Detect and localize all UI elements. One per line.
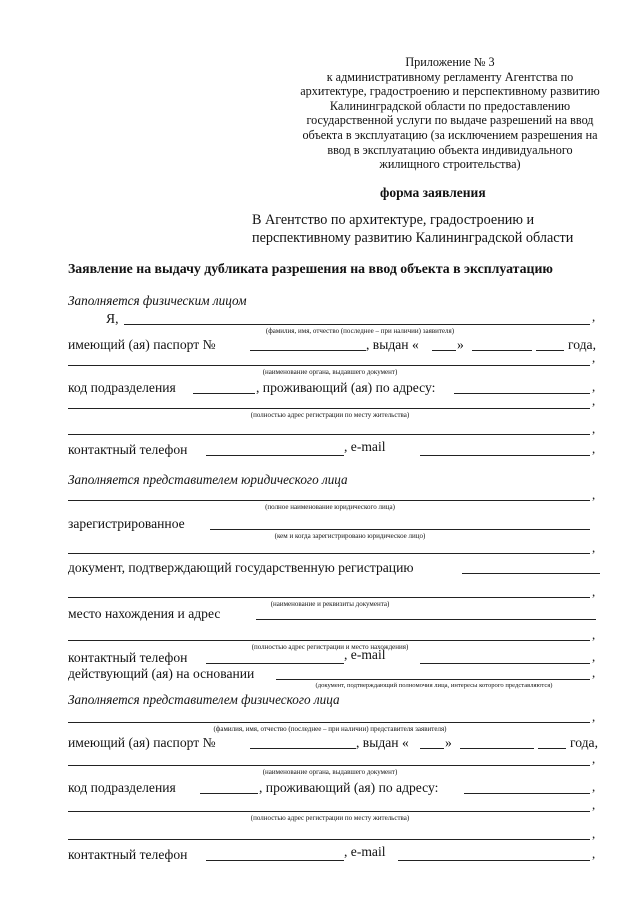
rep-address-field-2[interactable] bbox=[68, 811, 590, 812]
registered-field[interactable] bbox=[210, 529, 590, 530]
reg-doc-label: документ, подтверждающий государственную регистрацию bbox=[68, 560, 414, 575]
fio-field[interactable] bbox=[124, 324, 590, 325]
rep-issued-label: , выдан « bbox=[356, 735, 409, 750]
residing-label: , проживающий (ая) по адресу: bbox=[256, 380, 436, 395]
comma: , bbox=[592, 441, 596, 456]
rep-address-field-1[interactable] bbox=[464, 793, 590, 794]
rep-passport-number-field[interactable] bbox=[250, 748, 356, 749]
passport-number-field[interactable] bbox=[250, 350, 366, 351]
comma: , bbox=[592, 751, 596, 766]
fio-caption: (фамилия, имя, отчество (последнее – при наличии) заявителя) bbox=[265, 327, 455, 335]
comma: , bbox=[592, 826, 596, 841]
addressee bbox=[252, 211, 573, 247]
registered-label: зарегистрированное bbox=[68, 516, 185, 531]
rep-division-code-field[interactable] bbox=[200, 793, 258, 794]
email-field[interactable] bbox=[420, 455, 590, 456]
registered-caption: (кем и когда зарегистрировано юридическое лицо) bbox=[274, 532, 426, 540]
rep-issuer-caption: (наименование органа, выдавшего документ) bbox=[262, 768, 398, 776]
rep-issued-day-field[interactable] bbox=[420, 748, 444, 749]
location-caption: (полностью адрес регистрации и место нахождения) bbox=[251, 643, 409, 651]
header-line: жилищного строительства) bbox=[379, 157, 521, 172]
rep-passport-label: имеющий (ая) паспорт № bbox=[68, 735, 216, 750]
issued-close: » bbox=[457, 337, 464, 352]
phone-label: контактный телефон bbox=[68, 442, 188, 457]
location-field[interactable] bbox=[256, 619, 596, 620]
legal-name-caption: (полное наименование юридического лица) bbox=[265, 503, 395, 511]
rep-issued-year-field[interactable] bbox=[538, 748, 566, 749]
comma: , bbox=[592, 350, 596, 365]
division-code-field[interactable] bbox=[193, 393, 255, 394]
reg-doc-field[interactable] bbox=[462, 573, 600, 574]
rep-residing-label: , проживающий (ая) по адресу: bbox=[259, 780, 439, 795]
legal-name-field[interactable] bbox=[68, 500, 590, 501]
reg-doc-field-2[interactable] bbox=[68, 597, 590, 598]
rep-phone-label: контактный телефон bbox=[68, 847, 188, 862]
comma: , bbox=[592, 709, 596, 724]
rep-email-field[interactable] bbox=[398, 860, 590, 861]
comma: , bbox=[592, 649, 596, 664]
comma: , bbox=[592, 627, 596, 642]
legal-phone-label: контактный телефон bbox=[68, 650, 188, 665]
comma: , bbox=[592, 665, 596, 680]
phone-field[interactable] bbox=[206, 455, 344, 456]
ya-label: Я, bbox=[106, 311, 119, 326]
location-field-2[interactable] bbox=[68, 640, 590, 641]
rep-division-code-label: код подразделения bbox=[68, 780, 176, 795]
rep-issued-month-field[interactable] bbox=[460, 748, 534, 749]
header-line: Калининградской области по предоставлению bbox=[329, 98, 571, 113]
passport-label: имеющий (ая) паспорт № bbox=[68, 337, 216, 352]
header-line: Приложение № 3 bbox=[405, 55, 495, 69]
issued-month-field[interactable] bbox=[472, 350, 532, 351]
comma: , bbox=[592, 393, 596, 408]
comma: , bbox=[592, 540, 596, 555]
rep-phone-field[interactable] bbox=[206, 860, 344, 861]
comma: , bbox=[592, 379, 596, 394]
acting-label: действующий (ая) на основании bbox=[68, 666, 255, 681]
header-line: архитектуре, градостроению и перспективному развитию bbox=[300, 84, 600, 99]
comma: , bbox=[592, 487, 596, 502]
acting-field[interactable] bbox=[276, 679, 590, 680]
legal-email-field[interactable] bbox=[420, 663, 590, 664]
rep-year-label: года, bbox=[570, 735, 598, 750]
reg-doc-caption: (наименование и реквизиты документа) bbox=[270, 600, 390, 608]
address-field-3[interactable] bbox=[68, 434, 590, 435]
registered-field-2[interactable] bbox=[68, 553, 590, 554]
issuer-caption: (наименование органа, выдавшего документ) bbox=[262, 368, 398, 376]
acting-caption: (документ, подтверждающий полномочия лица, интересы которого представляются) bbox=[315, 682, 553, 689]
issuer-field[interactable] bbox=[68, 365, 590, 366]
division-code-label: код подразделения bbox=[68, 380, 176, 395]
address-field-1[interactable] bbox=[454, 393, 590, 394]
main-title: Заявление на выдачу дубликата разрешения на ввод объекта в эксплуатацию bbox=[68, 261, 553, 276]
rep-address-field-3[interactable] bbox=[68, 839, 590, 840]
rep-fio-caption: (фамилия, имя, отчество (последнее – при наличии) представителя заявителя) bbox=[213, 725, 447, 733]
location-label: место нахождения и адрес bbox=[68, 606, 221, 621]
addressee-line: перспективному развитию Калининградской области bbox=[252, 230, 574, 246]
addressee-line: В Агентство по архитектуре, градостроению и bbox=[252, 212, 535, 228]
rep-email-label: , e-mail bbox=[344, 844, 386, 859]
issued-label: , выдан « bbox=[366, 337, 419, 352]
header-line: государственной услуги по выдаче разрешений на ввод bbox=[306, 113, 594, 128]
rep-issuer-field[interactable] bbox=[68, 765, 590, 766]
issued-day-field[interactable] bbox=[432, 350, 456, 351]
form-title: форма заявления bbox=[380, 185, 486, 200]
issued-year-field[interactable] bbox=[536, 350, 564, 351]
section-heading-individual: Заполняется физическим лицом bbox=[68, 293, 247, 308]
address-field-2[interactable] bbox=[68, 408, 590, 409]
comma: , bbox=[592, 846, 596, 861]
comma: , bbox=[592, 309, 596, 324]
comma: , bbox=[592, 797, 596, 812]
rep-address-caption: (полностью адрес регистрации по месту жительства) bbox=[250, 814, 410, 822]
legal-phone-field[interactable] bbox=[206, 663, 344, 664]
appendix-header bbox=[290, 55, 610, 172]
comma: , bbox=[592, 779, 596, 794]
rep-fio-field[interactable] bbox=[68, 722, 590, 723]
year-label: года, bbox=[568, 337, 596, 352]
email-label: , e-mail bbox=[344, 439, 386, 454]
comma: , bbox=[592, 584, 596, 599]
section-heading-legal: Заполняется представителем юридического лица bbox=[68, 472, 348, 487]
rep-issued-close: » bbox=[445, 735, 452, 750]
header-line: ввод в эксплуатацию объекта индивидуального bbox=[327, 142, 573, 157]
header-line: к административному регламенту Агентства по bbox=[326, 69, 574, 84]
section-heading-individual-rep: Заполняется представителем физического лица bbox=[68, 692, 340, 707]
header-line: объекта в эксплуатацию (за исключением разрешения на bbox=[302, 127, 598, 142]
address-caption: (полностью адрес регистрации по месту жительства) bbox=[250, 411, 410, 419]
legal-email-label: , e-mail bbox=[344, 647, 386, 662]
comma: , bbox=[592, 421, 596, 436]
